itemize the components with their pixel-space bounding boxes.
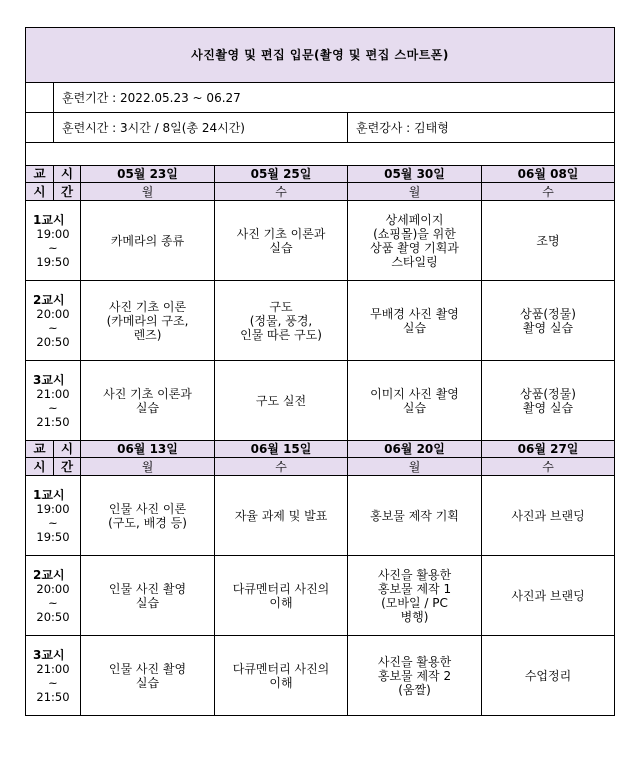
date-header: 06월 15일 [215, 441, 348, 458]
date-header: 06월 08일 [482, 166, 615, 183]
period-cell [26, 281, 81, 361]
lesson-cell: 자율 과제 및 발표 [215, 476, 348, 556]
period-tilde: ~ [48, 240, 58, 255]
period-start: 20:00 [36, 306, 70, 321]
lesson-cell: 상품(정물) 촬영 실습 [482, 361, 615, 441]
spacer-row [26, 143, 615, 166]
period-name: 1교시 [33, 212, 65, 227]
date-header: 06월 13일 [81, 441, 215, 458]
lesson-cell: 상세페이지 (쇼핑몰)을 위한 상품 촬영 기획과 스타일링 [348, 201, 482, 281]
lesson-cell: 사진 기초 이론 (카메라의 구조, 렌즈) [81, 281, 215, 361]
lesson-cell: 구도 (정물, 풍경, 인물 따른 구도) [215, 281, 348, 361]
day-header: 수 [482, 183, 615, 201]
lesson-cell: 사진 기초 이론과 실습 [215, 201, 348, 281]
training-hours: 훈련시간 : 3시간 / 8일(총 24시간) [54, 113, 348, 143]
date-header: 05월 30일 [348, 166, 482, 183]
col-label-period-a: 교 [26, 441, 54, 458]
date-header: 06월 27일 [482, 441, 615, 458]
lesson-cell: 카메라의 종류 [81, 201, 215, 281]
day-header: 수 [215, 183, 348, 201]
lesson-cell: 사진 기초 이론과 실습 [81, 361, 215, 441]
lesson-cell: 구도 실전 [215, 361, 348, 441]
period-end: 19:50 [36, 254, 70, 269]
day-header: 월 [348, 458, 482, 476]
period-cell [26, 201, 81, 281]
period-cell [26, 361, 81, 441]
blank-cell [26, 83, 54, 113]
lesson-cell: 조명 [482, 201, 615, 281]
lesson-cell: 인물 사진 촬영 실습 [81, 556, 215, 636]
period-tilde: ~ [48, 675, 58, 690]
period-tilde: ~ [48, 595, 58, 610]
period-tilde: ~ [48, 400, 58, 415]
period-start: 21:00 [36, 386, 70, 401]
period-name: 2교시 [33, 567, 65, 582]
lesson-cell: 인물 사진 이론 (구도, 배경 등) [81, 476, 215, 556]
period-start: 21:00 [36, 661, 70, 676]
lesson-cell: 다큐멘터리 사진의 이해 [215, 556, 348, 636]
col-label-period-a: 교 [26, 166, 54, 183]
period-end: 21:50 [36, 689, 70, 704]
period-tilde: ~ [48, 320, 58, 335]
period-start: 20:00 [36, 581, 70, 596]
date-header: 06월 20일 [348, 441, 482, 458]
period-start: 19:00 [36, 501, 70, 516]
period-cell [26, 476, 81, 556]
lesson-cell: 사진과 브랜딩 [482, 556, 615, 636]
col-label-time-a: 시 [54, 166, 81, 183]
lesson-cell: 상품(정물) 촬영 실습 [482, 281, 615, 361]
training-period: 훈련기간 : 2022.05.23 ~ 06.27 [54, 83, 615, 113]
blank-cell [26, 113, 54, 143]
col-label-time-b: 간 [54, 458, 81, 476]
date-header: 05월 25일 [215, 166, 348, 183]
lesson-cell: 다큐멘터리 사진의 이해 [215, 636, 348, 716]
lesson-cell: 수업정리 [482, 636, 615, 716]
page-title: 사진촬영 및 편집 입문(촬영 및 편집 스마트폰) [26, 28, 615, 83]
lesson-cell: 무배경 사진 촬영 실습 [348, 281, 482, 361]
col-label-time-b: 간 [54, 183, 81, 201]
period-name: 2교시 [33, 292, 65, 307]
lesson-cell: 사진을 활용한 홍보물 제작 1 (모바일 / PC 병행) [348, 556, 482, 636]
period-name: 3교시 [33, 647, 65, 662]
day-header: 수 [482, 458, 615, 476]
lesson-cell: 이미지 사진 촬영 실습 [348, 361, 482, 441]
day-header: 월 [81, 458, 215, 476]
period-name: 3교시 [33, 372, 65, 387]
training-instructor: 훈련강사 : 김태형 [348, 113, 615, 143]
period-end: 20:50 [36, 609, 70, 624]
day-header: 수 [215, 458, 348, 476]
period-end: 21:50 [36, 414, 70, 429]
lesson-cell: 사진을 활용한 홍보물 제작 2 (움짤) [348, 636, 482, 716]
day-header: 월 [348, 183, 482, 201]
period-start: 19:00 [36, 226, 70, 241]
day-header: 월 [81, 183, 215, 201]
period-tilde: ~ [48, 515, 58, 530]
period-end: 20:50 [36, 334, 70, 349]
date-header: 05월 23일 [81, 166, 215, 183]
period-name: 1교시 [33, 487, 65, 502]
period-end: 19:50 [36, 529, 70, 544]
col-label-period-b: 시 [26, 183, 54, 201]
col-label-time-a: 시 [54, 441, 81, 458]
lesson-cell: 인물 사진 촬영 실습 [81, 636, 215, 716]
schedule-table [25, 27, 615, 716]
lesson-cell: 사진과 브랜딩 [482, 476, 615, 556]
period-cell [26, 636, 81, 716]
lesson-cell: 홍보물 제작 기획 [348, 476, 482, 556]
col-label-period-b: 시 [26, 458, 54, 476]
period-cell [26, 556, 81, 636]
